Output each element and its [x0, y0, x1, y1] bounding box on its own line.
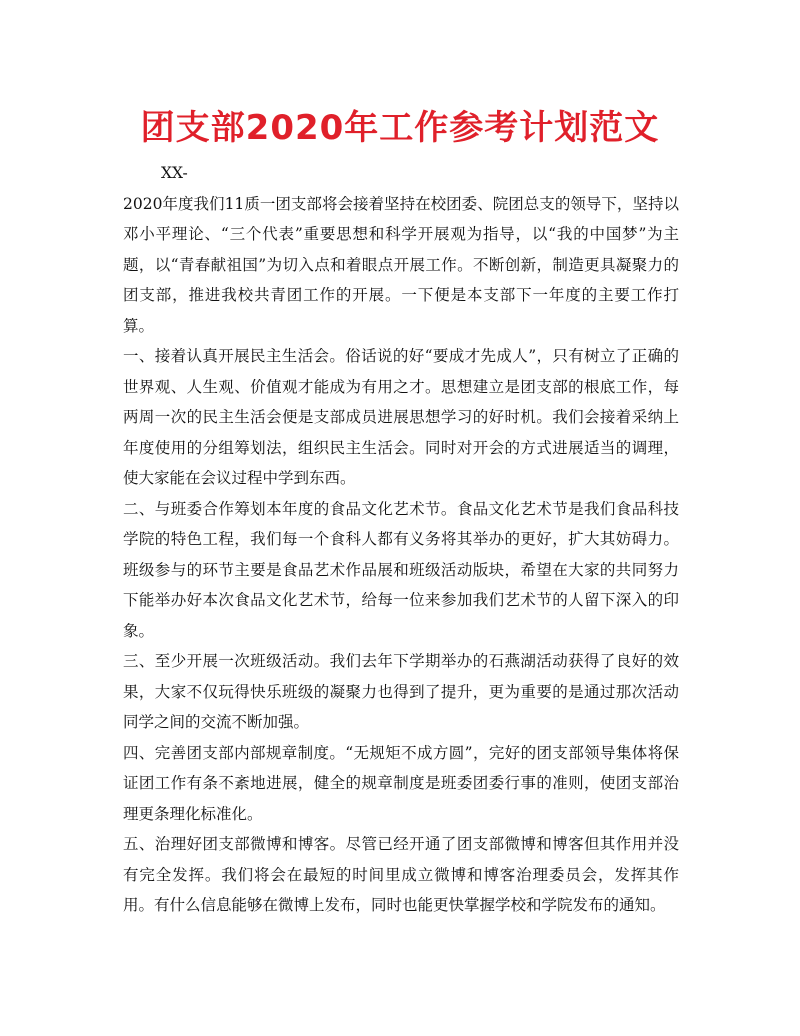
author-line: XX- — [161, 164, 188, 182]
paragraph-intro: 2020年度我们11质一团支部将会接着坚持在校团委、院团总支的领导下，坚持以邓小平理论、“三个代表”重要思想和科学开展观为指导，以“我的中国梦”为主题，以“青春献祖国”为切入点和着眼点开展工作。不断创新，制造更具凝聚力的团支部，推进我校共青团工作的开展。一下便是本支部下一年度的主要工作打算。 — [123, 194, 679, 335]
paragraph-item-4: 四、完善团支部内部规章制度。“无规矩不成方圆”，完好的团支部领导集体将保证团工作有条不紊地进展，健全的规章制度是班委团委行事的准则，使团支部治理更条理化标准化。 — [123, 743, 679, 823]
document-body — [123, 158, 679, 921]
paragraph-item-5: 五、治理好团支部微博和博客。尽管已经开通了团支部微博和博客但其作用并没有完全发挥。我们将会在最短的时间里成立微博和博客治理委员会，发挥其作用。有什么信息能够在微博上发布，同时也能更快掌握学校和学院发布的通知。 — [123, 835, 679, 914]
paragraph-item-3: 三、至少开展一次班级活动。我们去年下学期举办的石燕湖活动获得了良好的效果，大家不仅玩得快乐班级的凝聚力也得到了提升，更为重要的是通过那次活动同学之间的交流不断加强。 — [123, 652, 679, 731]
paragraph-item-1: 一、接着认真开展民主生活会。俗话说的好“要成才先成人”，只有树立了正确的世界观、人生观、价值观才能成为有用之才。思想建立是团支部的根底工作，每两周一次的民主生活会便是支部成员进展思想学习的好时机。我们会接着采纳上年度使用的分组筹划法，组织民主生活会。同时对开会的方式进展适当的调理，使大家能在会议过程中学到东西。 — [123, 347, 679, 487]
document-title: 团支部2020年工作参考计划范文 — [140, 108, 660, 148]
paragraph-item-2: 二、与班委合作筹划本年度的食品文化艺术节。食品文化艺术节是我们食品科技学院的特色工程，我们每一个食科人都有义务将其举办的更好，扩大其妨碍力。班级参与的环节主要是食品艺术作品展和班级活动版块，希望在大家的共同努力下能举办好本次食品文化艺术节，给每一位来参加我们艺术节的人留下深入的印象。 — [123, 499, 679, 640]
